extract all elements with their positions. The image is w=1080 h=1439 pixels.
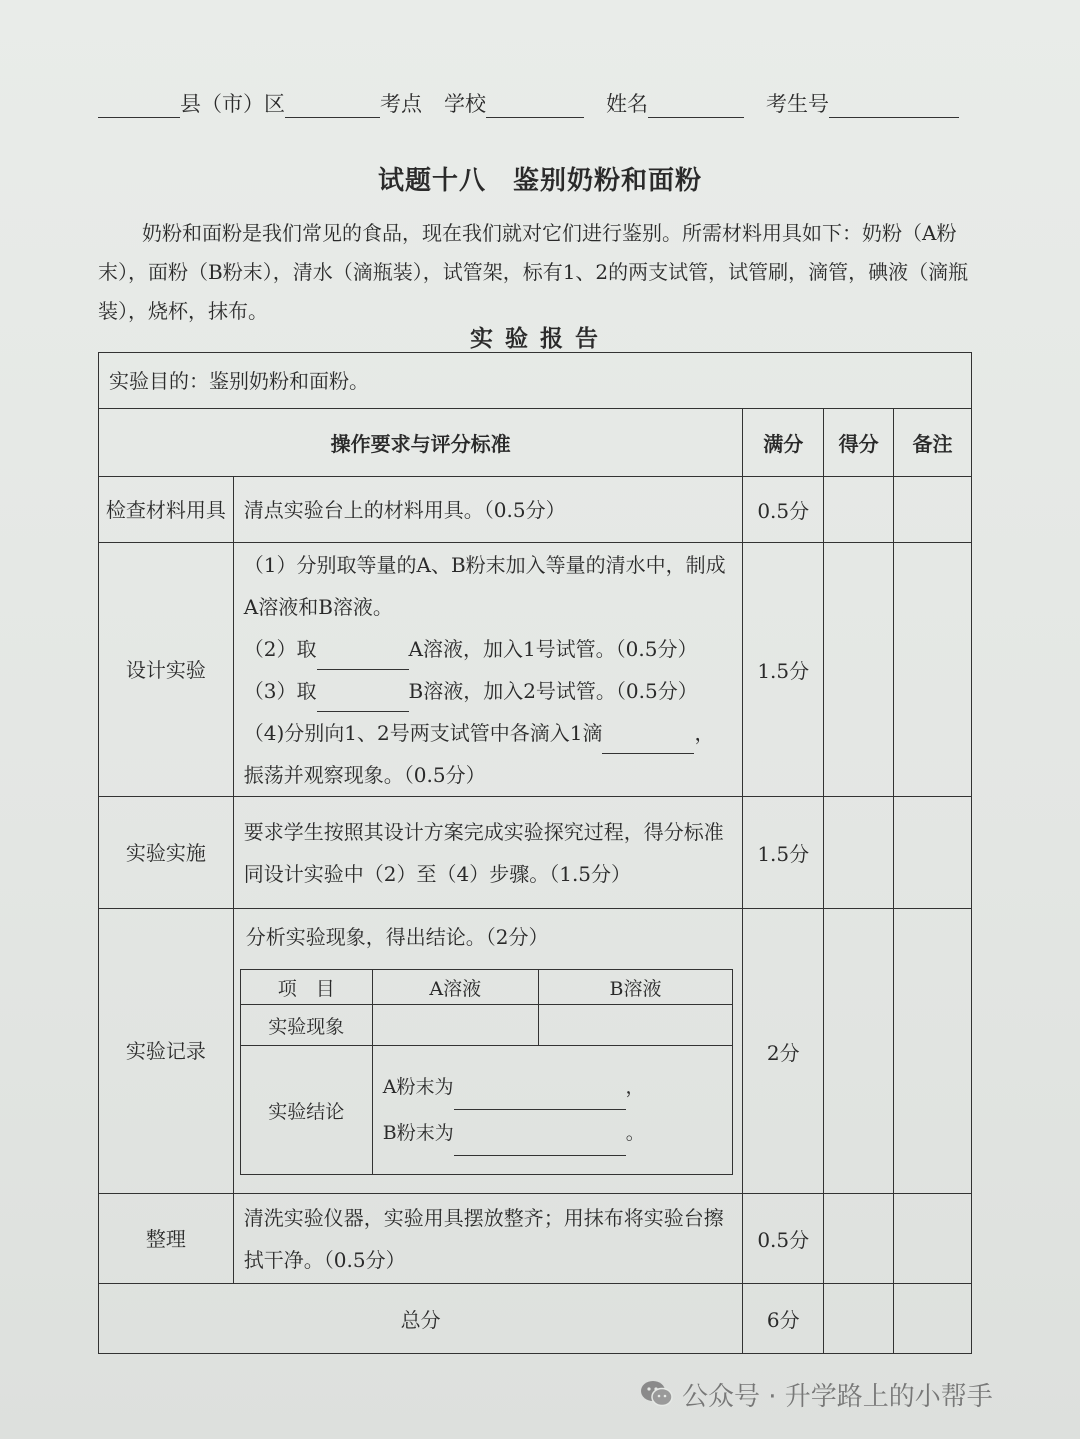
check-remark-cell[interactable]: [894, 477, 972, 543]
name-blank[interactable]: [648, 95, 744, 118]
implement-full-score: 1.5分: [743, 797, 824, 909]
design-step-5: 振荡并观察现象。（0.5分）: [243, 762, 486, 787]
exam-number-label: 考生号: [766, 92, 829, 116]
design-full-score: 1.5分: [743, 543, 824, 797]
record-inner-table: [240, 969, 733, 1175]
step-2-blank[interactable]: [317, 649, 409, 670]
table-row: [99, 543, 972, 797]
category-cleanup: 整理: [99, 1194, 234, 1284]
name-label: 姓名: [606, 92, 648, 116]
record-lead: 分析实验现象，得出结论。（2分）: [245, 925, 549, 949]
table-row: [99, 477, 972, 543]
implement-remark-cell[interactable]: [894, 797, 972, 909]
category-check: 检查材料用具: [99, 477, 234, 543]
score-header: 得分: [824, 409, 894, 477]
cleanup-full-score: 0.5分: [743, 1194, 824, 1284]
cleanup-text: 清洗实验仪器，实验用具摆放整齐；用抹布将实验台擦拭干净。（0.5分）: [233, 1194, 742, 1284]
table-row: [99, 1284, 972, 1354]
county-blank[interactable]: [98, 95, 180, 118]
a-powder-line: A粉末为 ，: [383, 1064, 732, 1110]
header-fields: [98, 88, 968, 118]
school-label: 学校: [444, 92, 486, 116]
step-4-blank[interactable]: [602, 733, 694, 754]
step-3-blank[interactable]: [317, 691, 409, 712]
total-remark-cell[interactable]: [894, 1284, 972, 1354]
b-phenomenon-cell[interactable]: [538, 1005, 732, 1046]
check-score-cell[interactable]: [824, 477, 894, 543]
report-title: 实验报告: [470, 325, 610, 352]
cleanup-score-cell[interactable]: [824, 1194, 894, 1284]
county-label: 县（市）区: [180, 92, 285, 116]
total-full-score: 6分: [743, 1284, 824, 1354]
implement-text: 要求学生按照其设计方案完成实验探究过程，得分标准同设计实验中（2）至（4）步骤。（1.5分）: [233, 797, 742, 909]
table-row: [99, 1194, 972, 1284]
report-table: [98, 352, 972, 1354]
watermark-text: 公众号 · 升学路上的小帮手: [682, 1382, 993, 1412]
remark-header: 备注: [894, 409, 972, 477]
record-full-score: 2分: [743, 909, 824, 1194]
conclusion-label: 实验结论: [240, 1046, 372, 1175]
total-score-cell[interactable]: [824, 1284, 894, 1354]
category-design: 设计实验: [99, 543, 234, 797]
purpose-cell: 实验目的：鉴别奶粉和面粉。: [99, 353, 972, 409]
a-phenomenon-cell[interactable]: [372, 1005, 538, 1046]
item-header: 项 目: [240, 970, 372, 1005]
cleanup-remark-cell[interactable]: [894, 1194, 972, 1284]
a-solution-header: A溶液: [372, 970, 538, 1005]
district-blank[interactable]: [285, 95, 380, 118]
design-remark-cell[interactable]: [894, 543, 972, 797]
exam-site-label: 考点: [380, 92, 422, 116]
table-row: [99, 909, 972, 1194]
record-score-cell[interactable]: [824, 909, 894, 1194]
table-row: [99, 797, 972, 909]
design-score-cell[interactable]: [824, 543, 894, 797]
wechat-icon: [640, 1379, 674, 1416]
intro-paragraph: 奶粉和面粉是我们常见的食品，现在我们就对它们进行鉴别。所需材料用具如下：奶粉（A粉末），面粉（B粉末），清水（滴瓶装），试管架，标有1、2的两支试管，试管刷，滴管，碘液（滴瓶装），烧杯，抹布。: [98, 221, 969, 323]
category-record: 实验记录: [99, 909, 234, 1194]
b-powder-line: B粉末为 。: [383, 1110, 732, 1156]
a-powder-blank[interactable]: [454, 1089, 626, 1110]
record-content: [233, 909, 742, 1194]
design-text: [233, 543, 742, 797]
record-remark-cell[interactable]: [894, 909, 972, 1194]
category-implement: 实验实施: [99, 797, 234, 909]
design-step-1: （1）分别取等量的A、B粉末加入等量的清水中，制成A溶液和B溶液。: [243, 552, 726, 619]
check-text: 清点实验台上的材料用具。（0.5分）: [233, 477, 742, 543]
school-blank[interactable]: [486, 95, 584, 118]
conclusion-cell: [372, 1046, 732, 1175]
total-label: 总分: [99, 1284, 743, 1354]
implement-score-cell[interactable]: [824, 797, 894, 909]
exam-number-blank[interactable]: [829, 95, 959, 118]
watermark: [640, 1376, 993, 1416]
check-full-score: 0.5分: [743, 477, 824, 543]
full-score-header: 满分: [743, 409, 824, 477]
phenomenon-label: 实验现象: [240, 1005, 372, 1046]
criteria-header: 操作要求与评分标准: [99, 409, 743, 477]
design-step-4: （4)分别向1、2号两支试管中各滴入1滴 ，: [244, 712, 732, 754]
exam-title: 试题十八 鉴别奶粉和面粉: [377, 166, 702, 196]
design-step-2: （2）取 A溶液，加入1号试管。（0.5分）: [244, 628, 732, 670]
design-step-3: （3）取 B溶液，加入2号试管。（0.5分）: [244, 670, 732, 712]
b-powder-blank[interactable]: [454, 1135, 626, 1156]
b-solution-header: B溶液: [538, 970, 732, 1005]
